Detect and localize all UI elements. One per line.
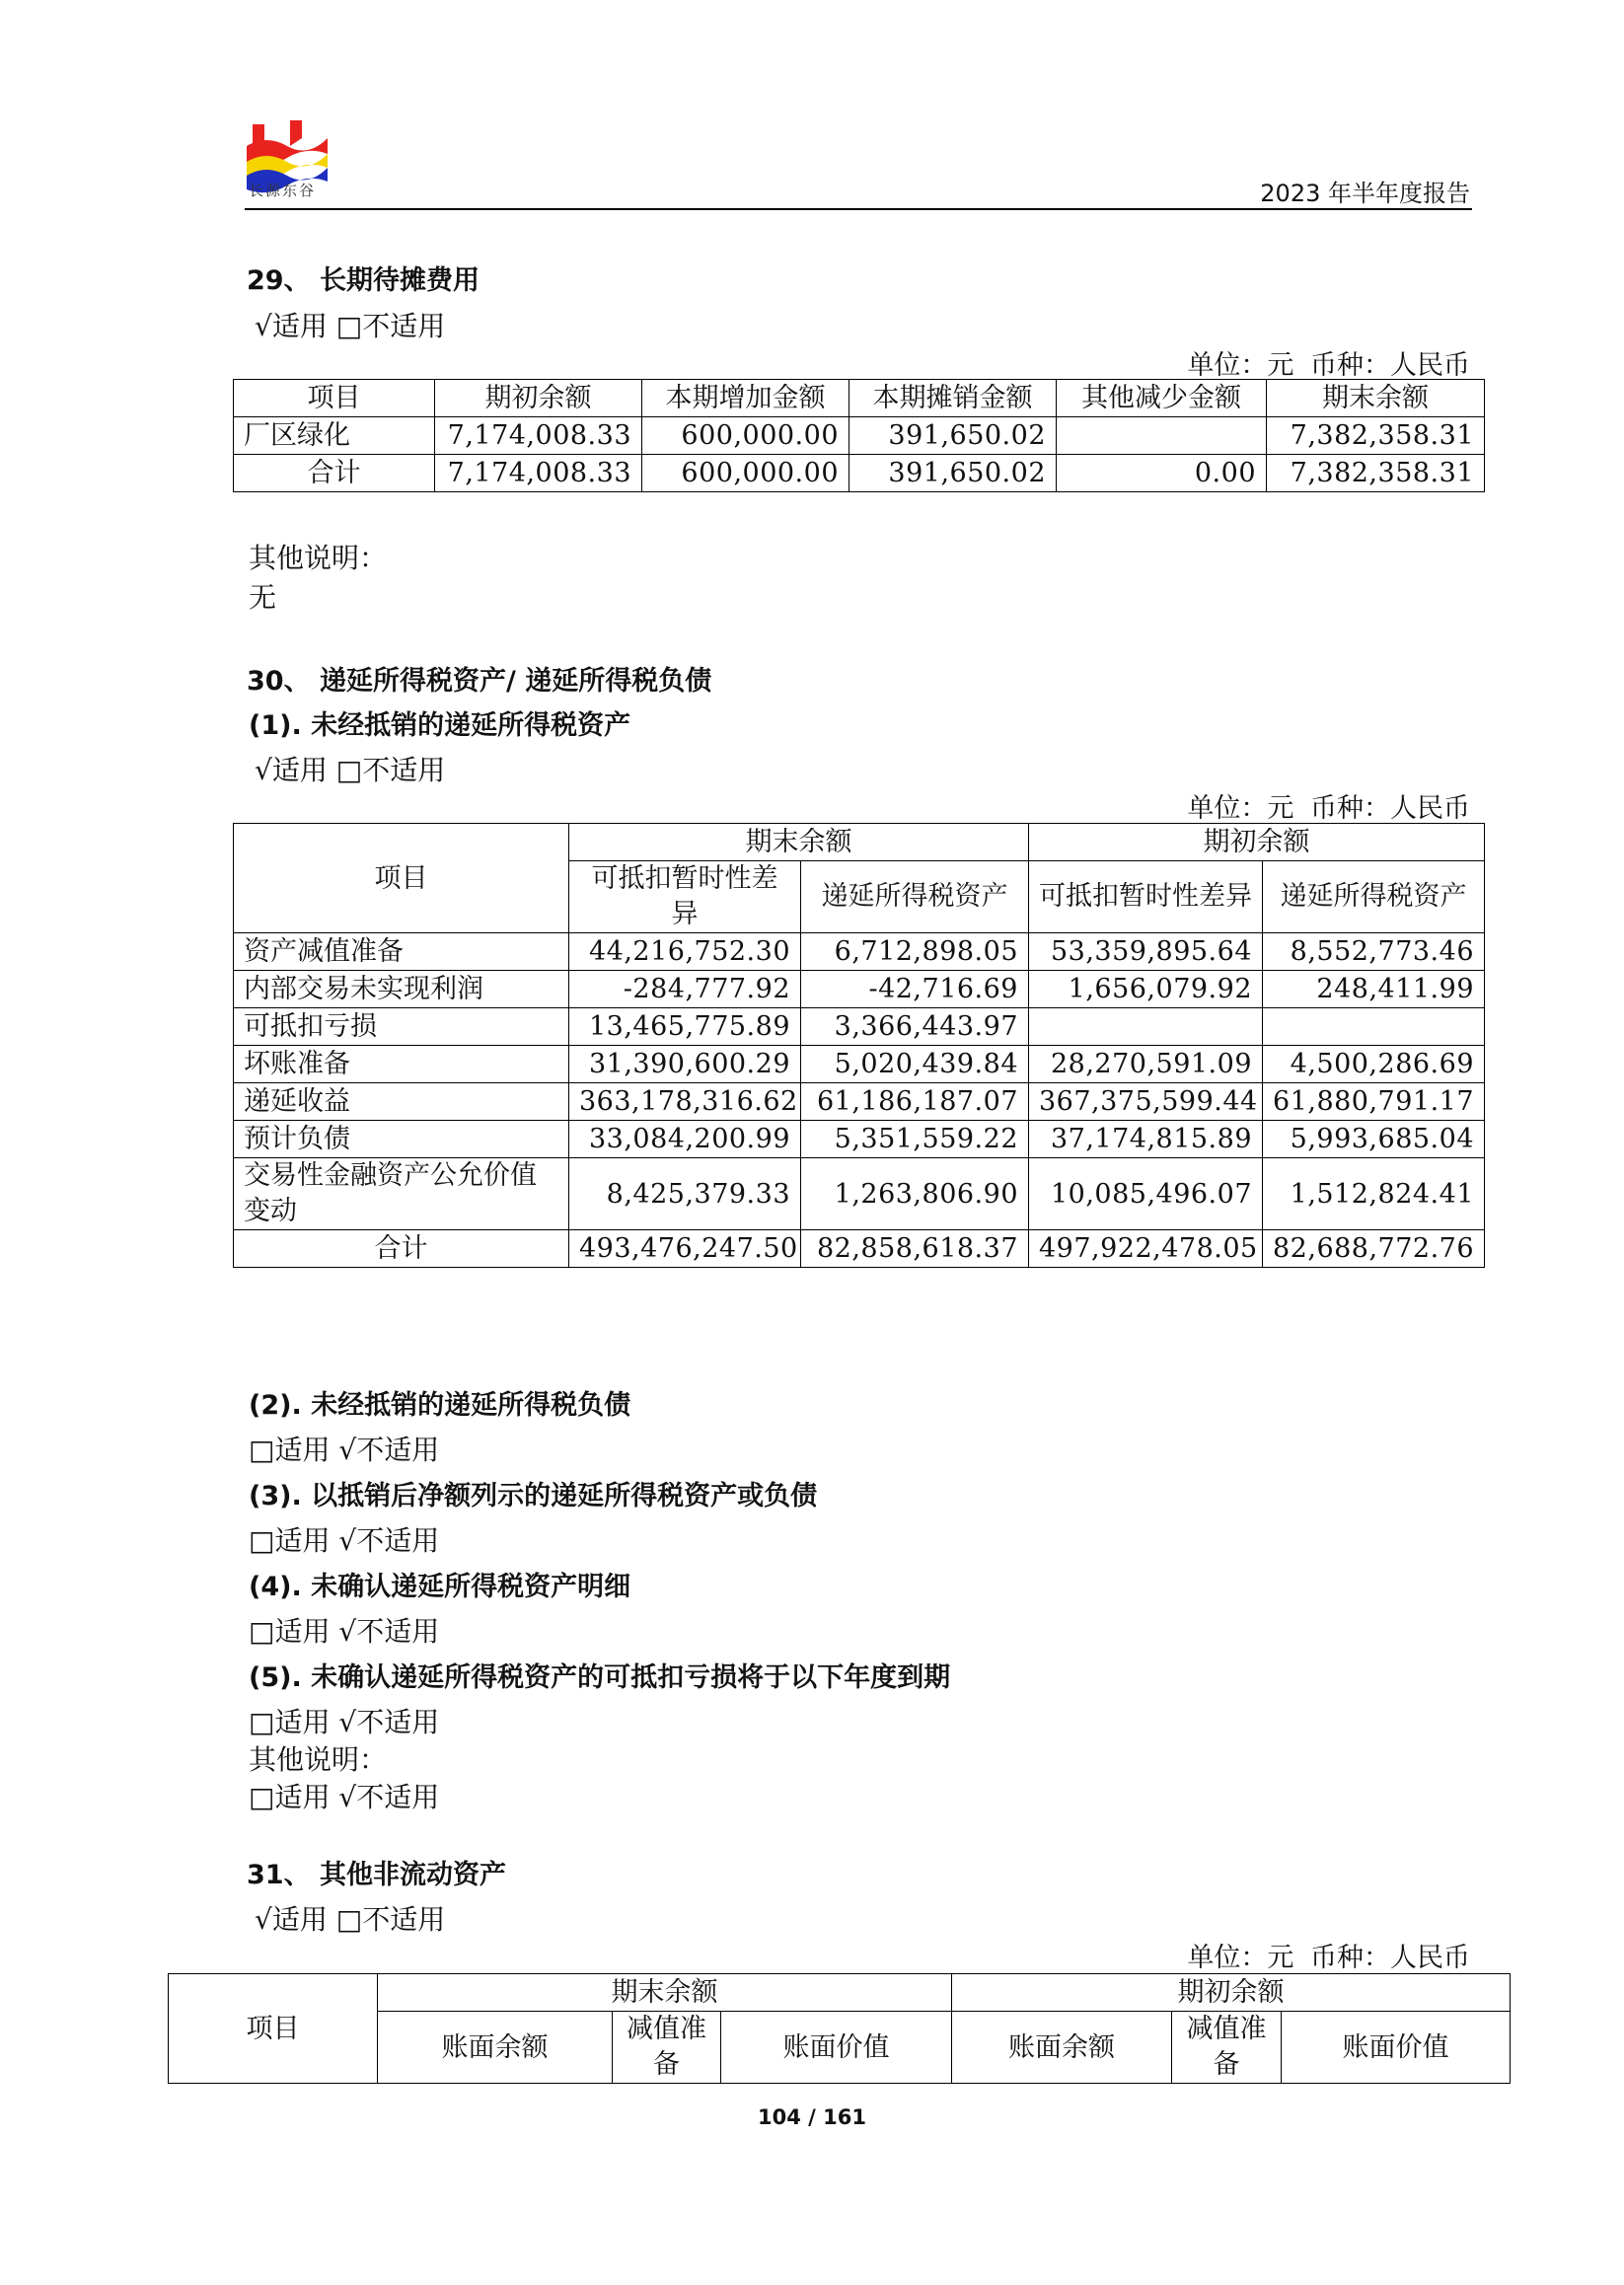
cell-value: [1029, 1008, 1263, 1046]
header-book-balance: 账面余额: [378, 2012, 613, 2084]
cell-value: 28,270,591.09: [1029, 1046, 1263, 1083]
header-cell: 本期增加金额: [642, 380, 849, 417]
section-30-title: 30、 递延所得税资产/ 递延所得税负债: [247, 666, 712, 697]
cell-value: [1057, 417, 1267, 455]
cell-value: 5,020,439.84: [801, 1046, 1029, 1083]
cell-value: 248,411.99: [1263, 971, 1485, 1008]
header-book-value: 账面价值: [1282, 2012, 1511, 2084]
header-deductible-difference: 可抵扣暂时性差异: [569, 861, 801, 933]
table-row: [234, 1121, 1485, 1158]
cell-value: 7,174,008.33: [435, 417, 642, 455]
header-book-balance: 账面余额: [952, 2012, 1172, 2084]
row-label: 坏账准备: [234, 1046, 569, 1083]
long-term-deferred-expenses-table: [233, 379, 1485, 492]
header-deductible-difference: 可抵扣暂时性差异: [1029, 861, 1263, 933]
cell-value: 37,174,815.89: [1029, 1121, 1263, 1158]
header-group-begin: 期初余额: [1029, 824, 1485, 861]
section-30-sub5-applicability: □适用 √不适用: [249, 1706, 440, 1738]
section-29-other-value: 无: [249, 581, 277, 614]
other-non-current-assets-table: [168, 1973, 1511, 2084]
header-item: 项目: [169, 1974, 378, 2084]
cell-value: 61,880,791.17: [1263, 1083, 1485, 1121]
cell-value: 82,858,618.37: [801, 1230, 1029, 1268]
header-deferred-tax-asset: 递延所得税资产: [801, 861, 1029, 933]
cell-value: 5,351,559.22: [801, 1121, 1029, 1158]
section-30-other-applicability: □适用 √不适用: [249, 1781, 440, 1813]
section-30-sub1-title: (1). 未经抵销的递延所得税资产: [249, 710, 631, 741]
section-31-title: 31、 其他非流动资产: [247, 1860, 506, 1890]
cell-value: -284,777.92: [569, 971, 801, 1008]
section-30-unit: 单位：元 币种：人民币: [1187, 793, 1470, 824]
row-label: 可抵扣亏损: [234, 1008, 569, 1046]
table-row: [234, 1008, 1485, 1046]
section-30-sub1-applicability: √适用 □不适用: [255, 754, 446, 786]
cell-value: 61,186,187.07: [801, 1083, 1029, 1121]
section-31-applicability: √适用 □不适用: [255, 1903, 446, 1936]
cell-value: 1,263,806.90: [801, 1158, 1029, 1230]
section-29-other-label: 其他说明：: [249, 542, 388, 574]
section-30-sub4-applicability: □适用 √不适用: [249, 1615, 440, 1648]
section-29-unit: 单位：元 币种：人民币: [1187, 350, 1470, 381]
cell-value: 5,993,685.04: [1263, 1121, 1485, 1158]
cell-value: 8,552,773.46: [1263, 933, 1485, 971]
table-row: [234, 1083, 1485, 1121]
cell-value: 8,425,379.33: [569, 1158, 801, 1230]
cell-value: 0.00: [1057, 455, 1267, 492]
table-row: [234, 1158, 1485, 1230]
table-total-row: [234, 1230, 1485, 1268]
row-label: 预计负债: [234, 1121, 569, 1158]
table-row: [234, 417, 1485, 455]
cell-value: 53,359,895.64: [1029, 933, 1263, 971]
header-group-begin: 期初余额: [952, 1974, 1511, 2012]
header-impairment: 减值准备: [1172, 2012, 1282, 2084]
cell-value: 7,382,358.31: [1267, 455, 1485, 492]
section-30-sub2-applicability: □适用 √不适用: [249, 1434, 440, 1466]
logo-text: 长源东谷: [249, 182, 317, 199]
header-deferred-tax-asset: 递延所得税资产: [1263, 861, 1485, 933]
header-book-value: 账面价值: [721, 2012, 952, 2084]
header-cell: 项目: [234, 380, 435, 417]
table-header-row: [234, 380, 1485, 417]
section-30-sub3-title: (3). 以抵销后净额列示的递延所得税资产或负债: [249, 1481, 818, 1511]
row-label: 资产减值准备: [234, 933, 569, 971]
table-row: [234, 1046, 1485, 1083]
header-cell: 本期摊销金额: [849, 380, 1057, 417]
row-label: 交易性金融资产公允价值变动: [234, 1158, 569, 1230]
section-29-title: 29、 长期待摊费用: [247, 265, 480, 296]
cell-value: 33,084,200.99: [569, 1121, 801, 1158]
header-item: 项目: [234, 824, 569, 933]
header-impairment: 减值准备: [613, 2012, 721, 2084]
cell-value: 600,000.00: [642, 417, 849, 455]
row-label: 厂区绿化: [234, 417, 435, 455]
cell-value: 497,922,478.05: [1029, 1230, 1263, 1268]
cell-value: 13,465,775.89: [569, 1008, 801, 1046]
table-row: [234, 971, 1485, 1008]
cell-value: 1,656,079.92: [1029, 971, 1263, 1008]
header-cell: 期末余额: [1267, 380, 1485, 417]
cell-value: 7,382,358.31: [1267, 417, 1485, 455]
cell-value: 44,216,752.30: [569, 933, 801, 971]
deferred-tax-assets-table: [233, 823, 1485, 1268]
table-group-header-row: [169, 1974, 1511, 2012]
header-cell: 其他减少金额: [1057, 380, 1267, 417]
table-total-row: [234, 455, 1485, 492]
cell-value: 391,650.02: [849, 417, 1057, 455]
cell-value: 10,085,496.07: [1029, 1158, 1263, 1230]
cell-value: 4,500,286.69: [1263, 1046, 1485, 1083]
cell-value: 6,712,898.05: [801, 933, 1029, 971]
cell-value: 493,476,247.50: [569, 1230, 801, 1268]
cell-value: 391,650.02: [849, 455, 1057, 492]
row-label: 合计: [234, 455, 435, 492]
header-group-end: 期末余额: [569, 824, 1029, 861]
cell-value: 31,390,600.29: [569, 1046, 801, 1083]
section-31-unit: 单位：元 币种：人民币: [1187, 1943, 1470, 1973]
cell-value: 363,178,316.62: [569, 1083, 801, 1121]
page-number: 104 / 161: [758, 2105, 866, 2129]
header-cell: 期初余额: [435, 380, 642, 417]
table-row: [234, 933, 1485, 971]
cell-value: 367,375,599.44: [1029, 1083, 1263, 1121]
section-30-sub4-title: (4). 未确认递延所得税资产明细: [249, 1572, 631, 1602]
cell-value: -42,716.69: [801, 971, 1029, 1008]
row-label: 内部交易未实现利润: [234, 971, 569, 1008]
cell-value: 1,512,824.41: [1263, 1158, 1485, 1230]
header-group-end: 期末余额: [378, 1974, 952, 2012]
section-30-sub3-applicability: □适用 √不适用: [249, 1524, 440, 1557]
cell-value: 82,688,772.76: [1263, 1230, 1485, 1268]
row-label: 合计: [234, 1230, 569, 1268]
section-30-sub2-title: (2). 未经抵销的递延所得税负债: [249, 1390, 631, 1421]
section-30-other-label: 其他说明：: [249, 1743, 388, 1776]
cell-value: 3,366,443.97: [801, 1008, 1029, 1046]
cell-value: 600,000.00: [642, 455, 849, 492]
table-group-header-row: [234, 824, 1485, 861]
row-label: 递延收益: [234, 1083, 569, 1121]
section-29-applicability: √适用 □不适用: [255, 310, 446, 342]
cell-value: [1263, 1008, 1485, 1046]
header-divider: [245, 208, 1472, 210]
report-title: 2023 年半年度报告: [1260, 180, 1470, 207]
section-30-sub5-title: (5). 未确认递延所得税资产的可抵扣亏损将于以下年度到期: [249, 1662, 951, 1693]
cell-value: 7,174,008.33: [435, 455, 642, 492]
